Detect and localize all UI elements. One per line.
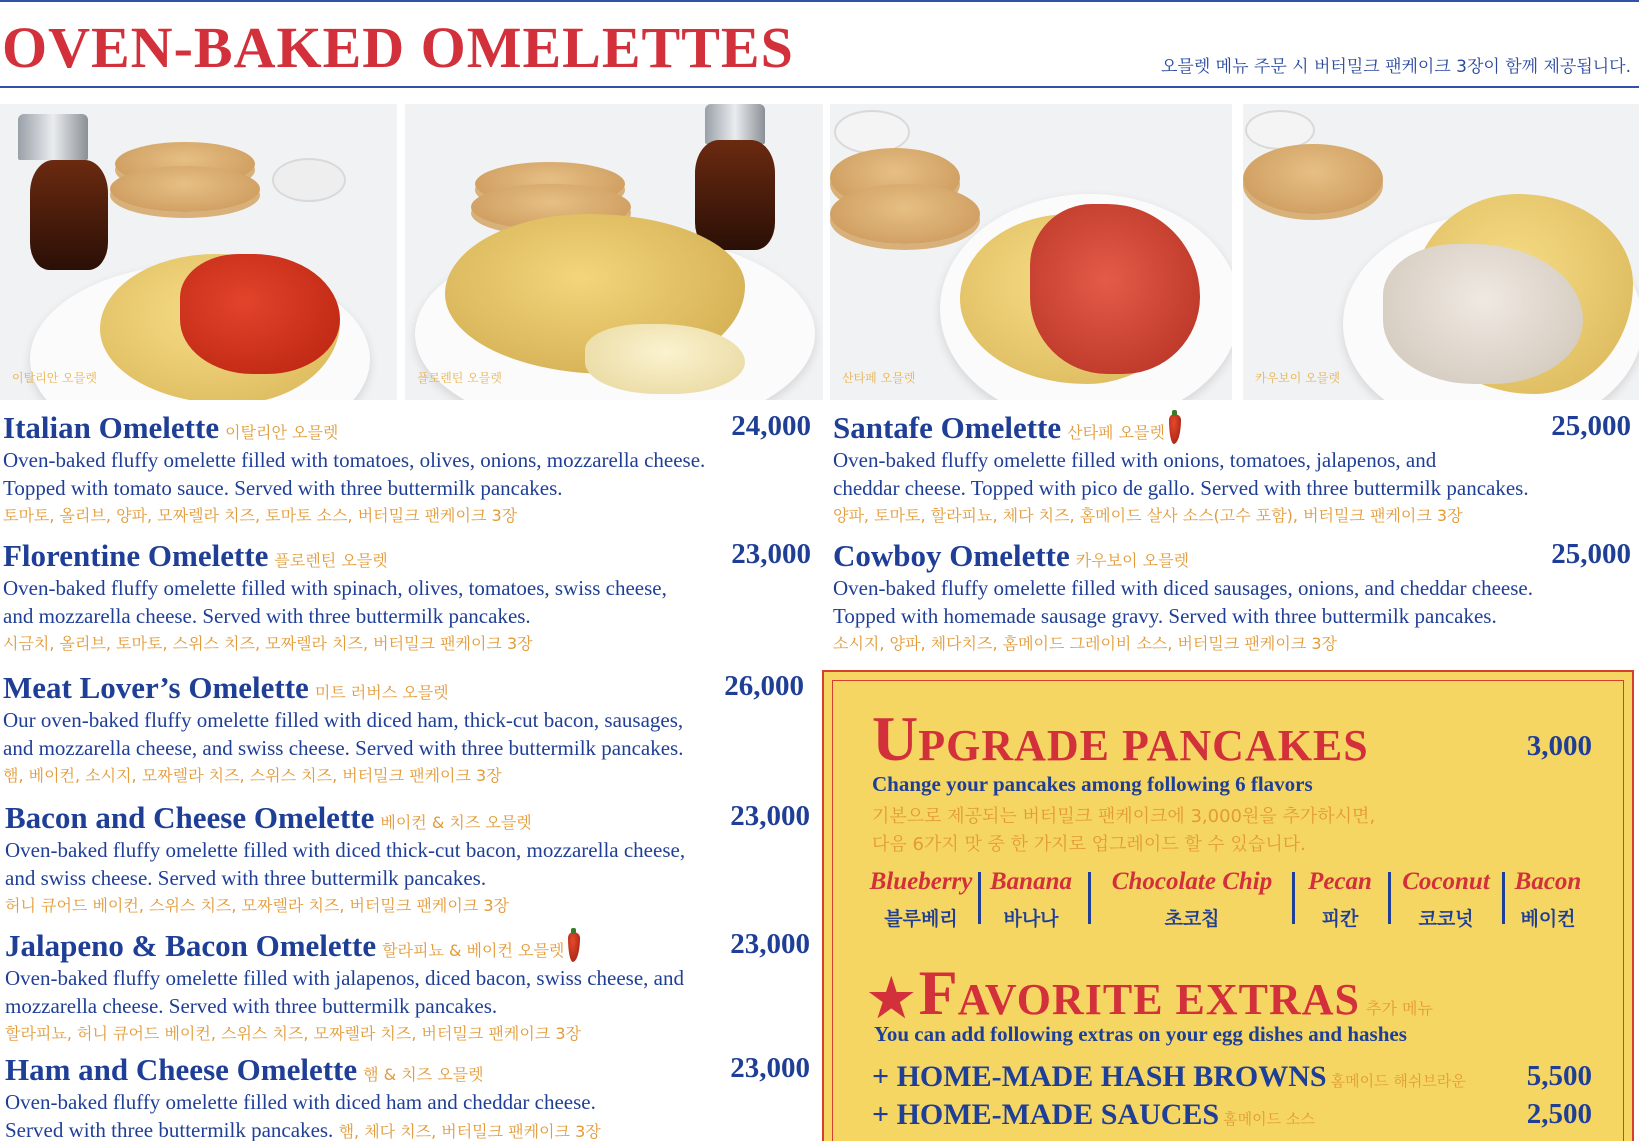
item-korean-description: 시금치, 올리브, 토마토, 스위스 치즈, 모짜렐라 치즈, 버터밀크 팬케이크 3장 bbox=[3, 634, 533, 653]
photo-cowboy-omelette bbox=[1243, 104, 1639, 400]
photo-caption: 카우보이 오믈렛 bbox=[1255, 371, 1340, 385]
flavor-coconut: Coconut 코코넛 bbox=[1402, 868, 1490, 930]
spicy-chili-icon bbox=[1169, 414, 1181, 444]
upgrade-price: 3,000 bbox=[1526, 730, 1592, 762]
item-description: Topped with homemade sausage gravy. Served with three buttermilk pancakes. bbox=[833, 604, 1497, 628]
item-price: 25,000 bbox=[1551, 538, 1631, 570]
item-description: mozzarella cheese. Served with three buttermilk pancakes. bbox=[5, 994, 498, 1018]
item-korean-name: 이탈리안 오믈렛 bbox=[225, 423, 339, 442]
item-name: Florentine Omelette bbox=[3, 538, 269, 573]
star-icon: ★ bbox=[868, 971, 915, 1028]
menu-item-florentine-omelette bbox=[3, 538, 811, 657]
flavor-bacon: Bacon 베이컨 bbox=[1514, 868, 1582, 930]
item-korean-name: 베이컨 & 치즈 오믈렛 bbox=[380, 813, 532, 832]
upgrade-korean-line: 다음 6가지 맛 중 한 가지로 업그레이드 할 수 있습니다. bbox=[872, 834, 1306, 855]
menu-item-ham-cheese-omelette bbox=[5, 1052, 810, 1141]
item-name: Cowboy Omelette bbox=[833, 538, 1070, 573]
extra-sauces: + HOME-MADE SAUCES 홈메이드 소스 2,500 bbox=[872, 1098, 1592, 1131]
item-price: 23,000 bbox=[730, 800, 810, 832]
title-rule bbox=[0, 86, 1639, 88]
item-description bbox=[5, 1116, 810, 1141]
item-description: Topped with tomato sauce. Served with three buttermilk pancakes. bbox=[3, 476, 563, 500]
item-price: 26,000 bbox=[724, 670, 804, 702]
item-korean-name: 카우보이 오믈렛 bbox=[1075, 551, 1190, 570]
favorite-extras-title: ★ FAVORITE EXTRAS 추가 메뉴 bbox=[868, 957, 1433, 1028]
photo-santafe-omelette bbox=[830, 104, 1232, 400]
item-description-text: Served with three buttermilk pancakes. bbox=[5, 1118, 334, 1141]
item-name: Jalapeno & Bacon Omelette bbox=[5, 928, 377, 963]
item-korean-name: 할라피뇨 & 베이컨 오믈렛 bbox=[382, 941, 565, 960]
item-korean-name: 햄 & 치즈 오믈렛 bbox=[363, 1065, 484, 1084]
item-description: Oven-baked fluffy omelette filled with spinach, olives, tomatoes, swiss cheese, bbox=[3, 576, 667, 600]
flavor-pecan: Pecan 피칸 bbox=[1308, 868, 1372, 930]
item-name: Meat Lover’s Omelette bbox=[3, 670, 309, 705]
flavor-list bbox=[866, 868, 1586, 938]
item-description: Oven-baked fluffy omelette filled with diced thick-cut bacon, mozzarella cheese, bbox=[5, 838, 686, 862]
item-description: Oven-baked fluffy omelette filled with diced ham and cheddar cheese. bbox=[5, 1090, 596, 1114]
item-korean-description: 햄, 체다 치즈, 버터밀크 팬케이크 3장 bbox=[338, 1122, 601, 1141]
item-price: 25,000 bbox=[1551, 410, 1631, 442]
item-name: Bacon and Cheese Omelette bbox=[5, 800, 375, 835]
item-name: Italian Omelette bbox=[3, 410, 220, 445]
photo-caption: 이탈리안 오믈렛 bbox=[12, 371, 97, 385]
upgrade-korean-line: 기본으로 제공되는 버터밀크 팬케이크에 3,000원을 추가하시면, bbox=[872, 806, 1376, 827]
flavor-separator bbox=[978, 872, 981, 924]
menu-item-meat-lovers-omelette bbox=[3, 670, 804, 789]
flavor-separator bbox=[1088, 872, 1091, 924]
item-description: Oven-baked fluffy omelette filled with tomatoes, olives, onions, mozzarella cheese. bbox=[3, 448, 706, 472]
header-note: 오믈렛 메뉴 주문 시 버터밀크 팬케이크 3장이 함께 제공됩니다. bbox=[1161, 57, 1631, 77]
flavor-separator bbox=[1292, 872, 1295, 924]
item-name: Santafe Omelette bbox=[833, 410, 1062, 445]
item-korean-description: 할라피뇨, 허니 큐어드 베이컨, 스위스 치즈, 모짜렐라 치즈, 버터밀크 팬케이크 3장 bbox=[5, 1024, 581, 1043]
upgrade-extras-panel bbox=[822, 670, 1634, 1141]
menu-item-jalapeno-bacon-omelette bbox=[5, 928, 810, 1047]
item-price: 23,000 bbox=[730, 928, 810, 960]
extra-price: 2,500 bbox=[1526, 1098, 1592, 1130]
upgrade-subtitle: Change your pancakes among following 6 flavors bbox=[872, 772, 1313, 796]
flavor-chocolate-chip: Chocolate Chip 초코칩 bbox=[1111, 868, 1273, 930]
photo-florentine-omelette bbox=[405, 104, 823, 400]
flavor-banana: Banana 바나나 bbox=[990, 868, 1072, 930]
item-description: and mozzarella cheese. Served with three buttermilk pancakes. bbox=[3, 604, 531, 628]
item-korean-description: 양파, 토마토, 할라피뇨, 체다 치즈, 홈메이드 살사 소스(고수 포함), 버터밀크 팬케이크 3장 bbox=[833, 506, 1463, 525]
menu-item-cowboy-omelette bbox=[833, 538, 1631, 657]
extras-subtitle: You can add following extras on your egg dishes and hashes bbox=[874, 1022, 1407, 1046]
flavor-separator bbox=[1388, 872, 1391, 924]
item-price: 23,000 bbox=[730, 1052, 810, 1084]
item-korean-name: 플로렌틴 오믈렛 bbox=[274, 551, 388, 570]
spicy-chili-icon bbox=[568, 932, 580, 962]
item-description: and mozzarella cheese, and swiss cheese. Served with three buttermilk pancakes. bbox=[3, 736, 684, 760]
item-korean-description: 소시지, 양파, 체다치즈, 홈메이드 그레이비 소스, 버터밀크 팬케이크 3장 bbox=[833, 634, 1337, 653]
item-korean-description: 토마토, 올리브, 양파, 모짜렐라 치즈, 토마토 소스, 버터밀크 팬케이크 3장 bbox=[3, 506, 518, 525]
item-description: Oven-baked fluffy omelette filled with jalapenos, diced bacon, swiss cheese, and bbox=[5, 966, 684, 990]
page-title: OVEN-BAKED OMELETTES bbox=[2, 15, 794, 80]
extra-price: 5,500 bbox=[1526, 1060, 1592, 1092]
item-description: and swiss cheese. Served with three buttermilk pancakes. bbox=[5, 866, 487, 890]
photo-italian-omelette bbox=[0, 104, 397, 400]
item-price: 24,000 bbox=[731, 410, 811, 442]
item-price: 23,000 bbox=[731, 538, 811, 570]
item-description: Our oven-baked fluffy omelette filled with diced ham, thick-cut bacon, sausages, bbox=[3, 708, 684, 732]
menu-item-bacon-cheese-omelette bbox=[5, 800, 810, 919]
top-rule bbox=[0, 0, 1639, 2]
upgrade-pancakes-title: UPGRADE PANCAKES bbox=[872, 703, 1369, 774]
extra-hash-browns: + HOME-MADE HASH BROWNS 홈메이드 해쉬브라운 5,500 bbox=[872, 1060, 1592, 1093]
item-korean-description: 햄, 베이컨, 소시지, 모짜렐라 치즈, 스위스 치즈, 버터밀크 팬케이크 3장 bbox=[3, 766, 502, 785]
photo-caption: 플로렌틴 오믈렛 bbox=[417, 371, 502, 385]
flavor-separator bbox=[1502, 872, 1505, 924]
flavor-blueberry: Blueberry 블루베리 bbox=[869, 868, 973, 930]
extras-korean-title: 추가 메뉴 bbox=[1366, 999, 1433, 1018]
menu-item-italian-omelette bbox=[3, 410, 811, 529]
item-description: Oven-baked fluffy omelette filled with diced sausages, onions, and cheddar cheese. bbox=[833, 576, 1533, 600]
menu-item-santafe-omelette bbox=[833, 410, 1631, 529]
item-description: Oven-baked fluffy omelette filled with onions, tomatoes, jalapenos, and bbox=[833, 448, 1437, 472]
item-korean-description: 허니 큐어드 베이컨, 스위스 치즈, 모짜렐라 치즈, 버터밀크 팬케이크 3장 bbox=[5, 896, 509, 915]
item-name: Ham and Cheese Omelette bbox=[5, 1052, 358, 1087]
item-description: cheddar cheese. Topped with pico de gallo. Served with three buttermilk pancakes. bbox=[833, 476, 1529, 500]
item-korean-name: 산타페 오믈렛 bbox=[1067, 423, 1165, 442]
photo-caption: 산타페 오믈렛 bbox=[842, 371, 916, 385]
item-korean-name: 미트 러버스 오믈렛 bbox=[314, 683, 449, 702]
